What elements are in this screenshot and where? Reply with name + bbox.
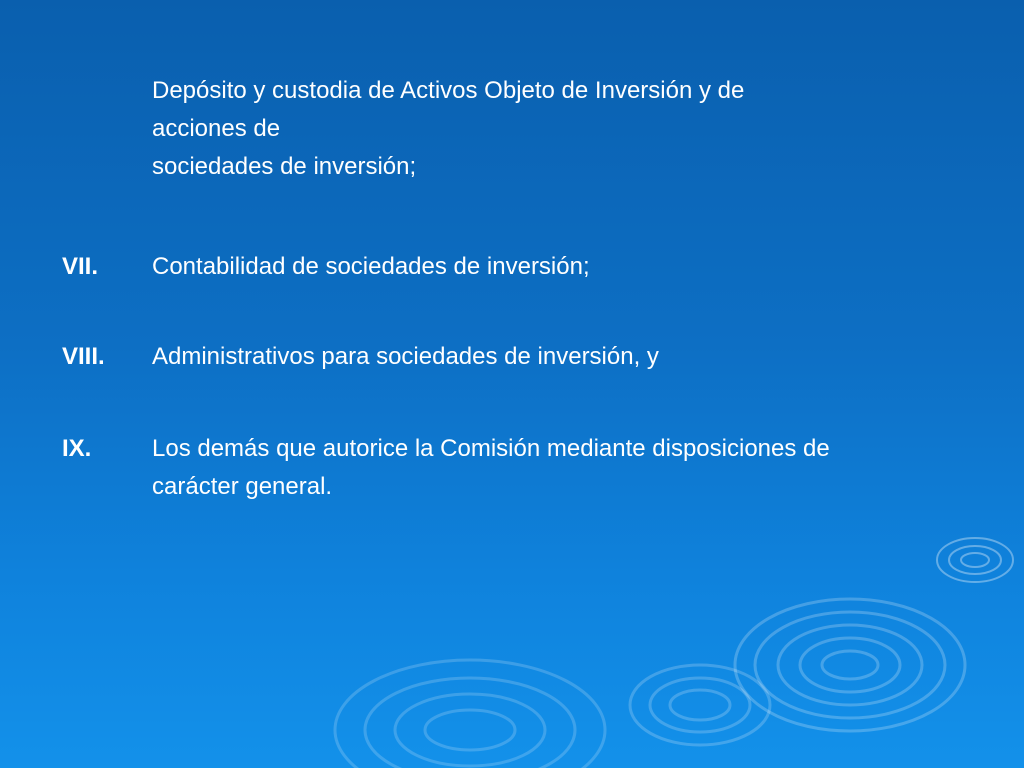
intro-line: Depósito y custodia de Activos Objeto de Inversión y de: [152, 77, 745, 104]
intro-paragraph: [152, 72, 952, 186]
item-text: Administrativos para sociedades de inversión, y: [152, 343, 659, 370]
item-numeral: VIII.: [62, 343, 105, 370]
intro-line: sociedades de inversión;: [152, 153, 417, 180]
item-text: Contabilidad de sociedades de inversión;: [152, 253, 590, 280]
item-numeral: VII.: [62, 253, 99, 280]
intro-line: acciones de: [152, 115, 281, 142]
item-text: Los demás que autorice la Comisión mediante disposiciones de carácter general.: [152, 435, 830, 500]
item-numeral: IX.: [62, 435, 92, 462]
